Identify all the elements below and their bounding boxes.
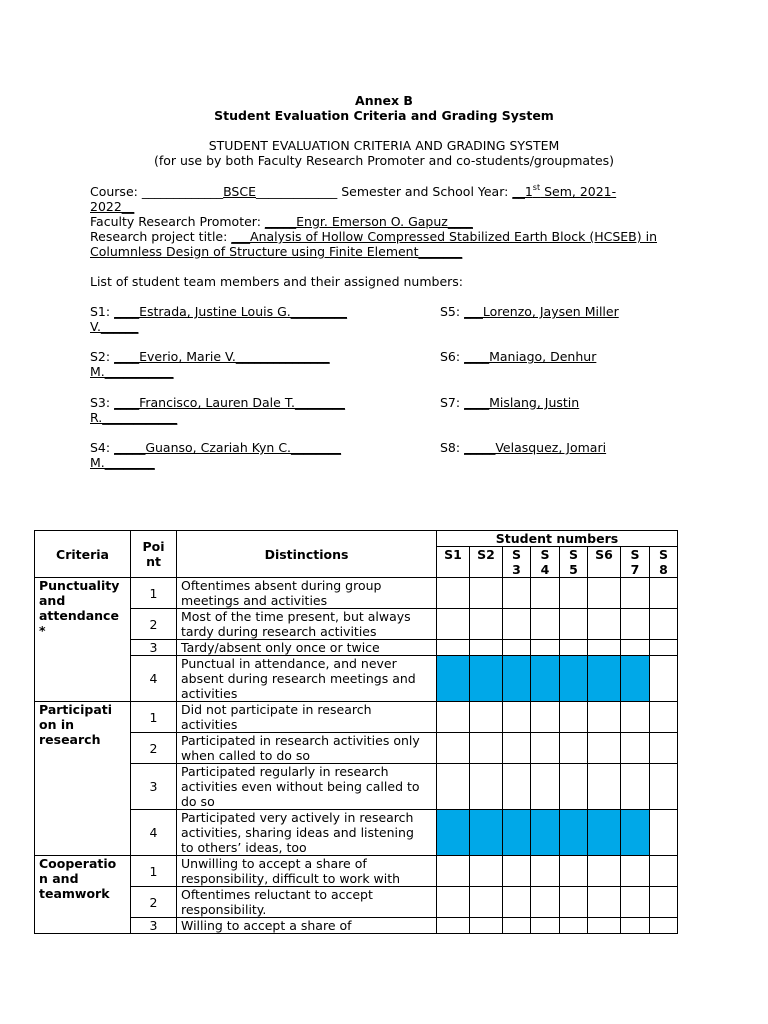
student-s1: S1: ____Estrada, Justine Louis G._________ bbox=[90, 304, 347, 319]
distinction-cell: Willing to accept a share of bbox=[177, 918, 437, 934]
table-row bbox=[35, 640, 678, 656]
score-cell[interactable] bbox=[470, 640, 503, 656]
point-cell: 1 bbox=[131, 578, 177, 609]
point-cell: 1 bbox=[131, 856, 177, 887]
score-cell[interactable] bbox=[588, 887, 621, 918]
distinction-cell: Participated regularly in research activities even without being called to do so bbox=[177, 764, 437, 810]
evaluation-table bbox=[34, 530, 678, 934]
student-column-header: S2 bbox=[470, 547, 503, 578]
distinction-cell: Participated very actively in research activities, sharing ideas and listening to others’ ideas, too bbox=[177, 810, 437, 856]
student-s5: S5: ___Lorenzo, Jaysen Miller bbox=[440, 304, 619, 319]
distinction-cell: Punctual in attendance, and never absent during research meetings and activities bbox=[177, 656, 437, 702]
point-cell: 4 bbox=[131, 656, 177, 702]
student-s6: S6: ____Maniago, Denhur bbox=[440, 349, 597, 364]
criteria-header: Criteria bbox=[35, 531, 131, 578]
point-header: Poi nt bbox=[131, 531, 177, 578]
table-row bbox=[35, 733, 678, 764]
score-cell[interactable] bbox=[531, 918, 560, 934]
score-cell[interactable] bbox=[650, 764, 678, 810]
score-cell[interactable] bbox=[650, 733, 678, 764]
score-cell[interactable] bbox=[437, 887, 470, 918]
student-column-header: S6 bbox=[588, 547, 621, 578]
score-cell[interactable] bbox=[531, 810, 560, 856]
student-s7: S7: ____Mislang, Justin bbox=[440, 395, 580, 410]
student-s4-cont: M.________ bbox=[90, 455, 155, 470]
score-cell[interactable] bbox=[650, 856, 678, 887]
score-cell[interactable] bbox=[650, 702, 678, 733]
table-row bbox=[35, 764, 678, 810]
score-cell[interactable] bbox=[621, 887, 650, 918]
score-cell[interactable] bbox=[437, 810, 470, 856]
score-cell[interactable] bbox=[437, 856, 470, 887]
course-blank: _____________ bbox=[141, 184, 224, 199]
score-cell[interactable] bbox=[503, 640, 531, 656]
score-cell[interactable] bbox=[531, 578, 560, 609]
score-cell[interactable] bbox=[531, 887, 560, 918]
score-cell[interactable] bbox=[560, 856, 588, 887]
score-cell[interactable] bbox=[588, 764, 621, 810]
document-subtitle: STUDENT EVALUATION CRITERIA AND GRADING SYSTEM bbox=[208, 138, 560, 153]
annex-label: Annex B bbox=[355, 93, 413, 108]
score-cell[interactable] bbox=[650, 609, 678, 640]
course-line bbox=[90, 184, 616, 199]
distinction-cell: Unwilling to accept a share of responsibility, difficult to work with bbox=[177, 856, 437, 887]
promoter-line bbox=[90, 214, 473, 229]
score-cell[interactable] bbox=[437, 702, 470, 733]
point-cell: 3 bbox=[131, 640, 177, 656]
score-cell[interactable] bbox=[621, 856, 650, 887]
criteria-cell: Participati on in research bbox=[35, 702, 131, 856]
score-cell[interactable] bbox=[650, 887, 678, 918]
score-cell[interactable] bbox=[560, 810, 588, 856]
score-cell[interactable] bbox=[503, 764, 531, 810]
project-line bbox=[90, 229, 657, 244]
promoter-label: Faculty Research Promoter: bbox=[90, 214, 265, 229]
score-cell[interactable] bbox=[470, 702, 503, 733]
student-column-header: S 7 bbox=[621, 547, 650, 578]
semester-continuation: 2022__ bbox=[90, 199, 135, 214]
score-cell[interactable] bbox=[621, 810, 650, 856]
score-cell[interactable] bbox=[437, 578, 470, 609]
score-cell[interactable] bbox=[621, 578, 650, 609]
score-cell[interactable] bbox=[588, 918, 621, 934]
promoter-value: _____Engr. Emerson O. Gapuz____ bbox=[264, 214, 473, 229]
student-column-header: S1 bbox=[437, 547, 470, 578]
student-s2: S2: ____Everio, Marie V._______________ bbox=[90, 349, 330, 364]
score-cell[interactable] bbox=[470, 918, 503, 934]
semester-value: __1st Sem, 2021- bbox=[512, 183, 617, 199]
student-s3-cont: R.____________ bbox=[90, 410, 178, 425]
point-cell: 3 bbox=[131, 764, 177, 810]
score-cell[interactable] bbox=[650, 656, 678, 702]
score-cell[interactable] bbox=[470, 764, 503, 810]
score-cell[interactable] bbox=[621, 656, 650, 702]
score-cell[interactable] bbox=[470, 656, 503, 702]
course-label: Course: bbox=[90, 184, 142, 199]
point-cell: 2 bbox=[131, 609, 177, 640]
score-cell[interactable] bbox=[531, 609, 560, 640]
distinction-cell: Most of the time present, but always tardy during research activities bbox=[177, 609, 437, 640]
score-cell[interactable] bbox=[621, 609, 650, 640]
score-cell[interactable] bbox=[650, 578, 678, 609]
point-cell: 2 bbox=[131, 887, 177, 918]
score-cell[interactable] bbox=[503, 856, 531, 887]
score-cell[interactable] bbox=[588, 810, 621, 856]
score-cell[interactable] bbox=[560, 887, 588, 918]
project-value-continuation: Columnless Design of Structure using Finite Element_______ bbox=[90, 244, 463, 259]
student-column-header: S 3 bbox=[503, 547, 531, 578]
score-cell[interactable] bbox=[503, 887, 531, 918]
point-cell: 2 bbox=[131, 733, 177, 764]
score-cell[interactable] bbox=[560, 702, 588, 733]
score-cell[interactable] bbox=[588, 578, 621, 609]
document-note: (for use by both Faculty Research Promoter and co-students/groupmates) bbox=[153, 153, 615, 168]
student-numbers-header: Student numbers bbox=[437, 531, 678, 547]
score-cell[interactable] bbox=[503, 702, 531, 733]
score-cell[interactable] bbox=[437, 609, 470, 640]
score-cell[interactable] bbox=[588, 702, 621, 733]
student-s4: S4: _____Guanso, Czariah Kyn C.________ bbox=[90, 440, 342, 455]
score-cell[interactable] bbox=[437, 656, 470, 702]
score-cell[interactable] bbox=[560, 656, 588, 702]
score-cell[interactable] bbox=[503, 810, 531, 856]
distinction-cell: Tardy/absent only once or twice bbox=[177, 640, 437, 656]
score-cell[interactable] bbox=[470, 578, 503, 609]
student-s2-cont: M.___________ bbox=[90, 364, 174, 379]
score-cell[interactable] bbox=[531, 640, 560, 656]
score-cell[interactable] bbox=[650, 640, 678, 656]
course-blank: _____________ bbox=[256, 184, 338, 199]
score-cell[interactable] bbox=[437, 733, 470, 764]
score-cell[interactable] bbox=[470, 609, 503, 640]
score-cell[interactable] bbox=[470, 733, 503, 764]
score-cell[interactable] bbox=[621, 918, 650, 934]
score-cell[interactable] bbox=[560, 764, 588, 810]
score-cell[interactable] bbox=[588, 733, 621, 764]
point-cell: 3 bbox=[131, 918, 177, 934]
student-column-header: S 5 bbox=[560, 547, 588, 578]
score-cell[interactable] bbox=[588, 656, 621, 702]
score-cell[interactable] bbox=[560, 918, 588, 934]
table-row bbox=[35, 887, 678, 918]
distinction-cell: Participated in research activities only when called to do so bbox=[177, 733, 437, 764]
score-cell[interactable] bbox=[531, 702, 560, 733]
table-row bbox=[35, 702, 678, 733]
score-cell[interactable] bbox=[531, 656, 560, 702]
distinction-cell: Oftentimes reluctant to accept responsibility. bbox=[177, 887, 437, 918]
table-row bbox=[35, 918, 678, 934]
point-cell: 1 bbox=[131, 702, 177, 733]
table-row bbox=[35, 856, 678, 887]
table-row bbox=[35, 810, 678, 856]
distinction-cell: Oftentimes absent during group meetings and activities bbox=[177, 578, 437, 609]
table-row bbox=[35, 609, 678, 640]
score-cell[interactable] bbox=[621, 733, 650, 764]
score-cell[interactable] bbox=[531, 733, 560, 764]
score-cell[interactable] bbox=[531, 764, 560, 810]
score-cell[interactable] bbox=[650, 918, 678, 934]
score-cell[interactable] bbox=[621, 764, 650, 810]
score-cell[interactable] bbox=[470, 887, 503, 918]
score-cell[interactable] bbox=[621, 702, 650, 733]
score-cell[interactable] bbox=[560, 578, 588, 609]
score-cell[interactable] bbox=[560, 640, 588, 656]
score-cell[interactable] bbox=[437, 918, 470, 934]
score-cell[interactable] bbox=[470, 810, 503, 856]
project-label: Research project title: bbox=[90, 229, 232, 244]
project-value: ___Analysis of Hollow Compressed Stabilized Earth Block (HCSEB) in bbox=[231, 229, 657, 244]
student-s1-cont: V.______ bbox=[90, 319, 139, 334]
document-title: Student Evaluation Criteria and Grading System bbox=[214, 108, 554, 123]
score-cell[interactable] bbox=[503, 733, 531, 764]
student-column-header: S 4 bbox=[531, 547, 560, 578]
score-cell[interactable] bbox=[621, 640, 650, 656]
score-cell[interactable] bbox=[503, 918, 531, 934]
point-cell: 4 bbox=[131, 810, 177, 856]
score-cell[interactable] bbox=[437, 764, 470, 810]
distinction-cell: Did not participate in research activities bbox=[177, 702, 437, 733]
score-cell[interactable] bbox=[503, 578, 531, 609]
score-cell[interactable] bbox=[503, 656, 531, 702]
score-cell[interactable] bbox=[588, 609, 621, 640]
student-s3: S3: ____Francisco, Lauren Dale T.________ bbox=[90, 395, 345, 410]
student-s8: S8: _____Velasquez, Jomari bbox=[440, 440, 607, 455]
score-cell[interactable] bbox=[560, 733, 588, 764]
semester-label: Semester and School Year: bbox=[337, 184, 513, 199]
score-cell[interactable] bbox=[437, 640, 470, 656]
criteria-cell: Punctuality and attendance * bbox=[35, 578, 131, 702]
score-cell[interactable] bbox=[650, 810, 678, 856]
score-cell[interactable] bbox=[588, 640, 621, 656]
table-row bbox=[35, 578, 678, 609]
course-value: BSCE bbox=[223, 184, 256, 199]
distinctions-header: Distinctions bbox=[177, 531, 437, 578]
criteria-cell: Cooperatio n and teamwork bbox=[35, 856, 131, 934]
member-list-intro: List of student team members and their assigned numbers: bbox=[90, 274, 464, 289]
score-cell[interactable] bbox=[503, 609, 531, 640]
score-cell[interactable] bbox=[531, 856, 560, 887]
score-cell[interactable] bbox=[588, 856, 621, 887]
score-cell[interactable] bbox=[560, 609, 588, 640]
student-column-header: S 8 bbox=[650, 547, 678, 578]
score-cell[interactable] bbox=[470, 856, 503, 887]
table-row bbox=[35, 656, 678, 702]
